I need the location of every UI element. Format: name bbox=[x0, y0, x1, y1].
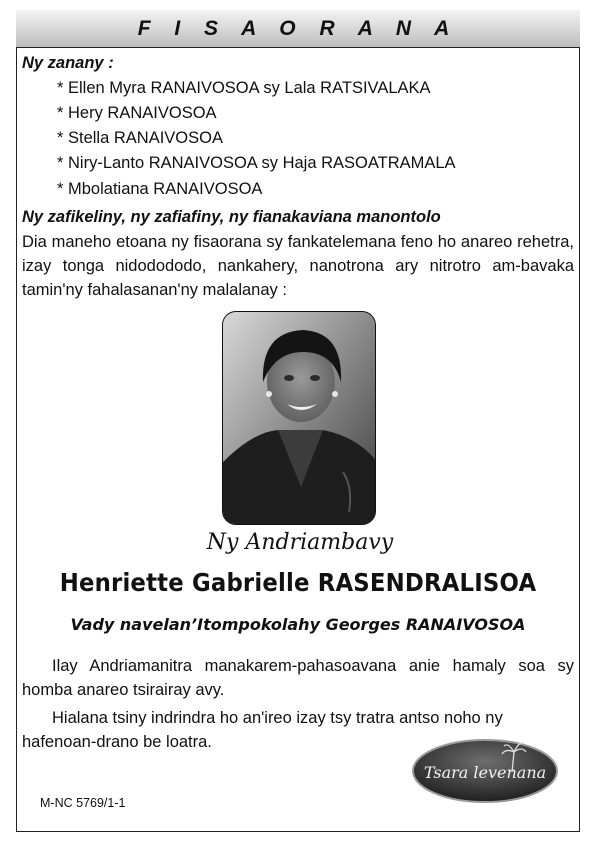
logo-text: Tsara levenana bbox=[423, 763, 547, 782]
family-heading: Ny zafikeliny, ny zafiafiny, ny fianakaviana manontolo bbox=[22, 208, 441, 226]
portrait-photo bbox=[222, 311, 376, 525]
child-item: * Niry-Lanto RANAIVOSOA sy Haja RASOATRAMALA bbox=[57, 154, 456, 172]
honorific-title: Ny Andriambavy bbox=[206, 530, 394, 555]
children-heading: Ny zanany : bbox=[22, 54, 114, 72]
reference-code: M-NC 5769/1-1 bbox=[40, 796, 126, 810]
child-item: * Stella RANAIVOSOA bbox=[57, 129, 223, 147]
spouse-line: Vady navelan’Itompokolahy Georges RANAIVOSOA bbox=[70, 615, 526, 634]
family-message: Dia maneho etoana ny fisaorana sy fankatelemana feno ho anareo rehetra, izay tonga nidodododo, nankahery, nanotrona ary nitrotro am-bavaka tamin'ny fahalasanan'ny malalanay : bbox=[22, 233, 574, 299]
child-item: * Mbolatiana RANAIVOSOA bbox=[57, 180, 263, 198]
notice-header bbox=[16, 10, 580, 48]
child-item: * Ellen Myra RANAIVOSOA sy Lala RATSIVALAKA bbox=[57, 79, 431, 97]
closing-paragraph-1: Ilay Andriamanitra manakarem-pahasoavana anie hamaly soa sy homba anareo tsirairay avy. bbox=[22, 657, 574, 699]
closing-paragraph-2: Hialana tsiny indrindra ho an'ireo izay tsy tratra antso noho ny hafenoan-drano be loatra. bbox=[22, 709, 503, 751]
funeral-service-logo bbox=[410, 738, 560, 804]
notice-title: F I S A O R A N A bbox=[137, 16, 459, 40]
deceased-name: Henriette Gabrielle RASENDRALISOA bbox=[59, 568, 537, 597]
child-item: * Hery RANAIVOSOA bbox=[57, 104, 217, 122]
